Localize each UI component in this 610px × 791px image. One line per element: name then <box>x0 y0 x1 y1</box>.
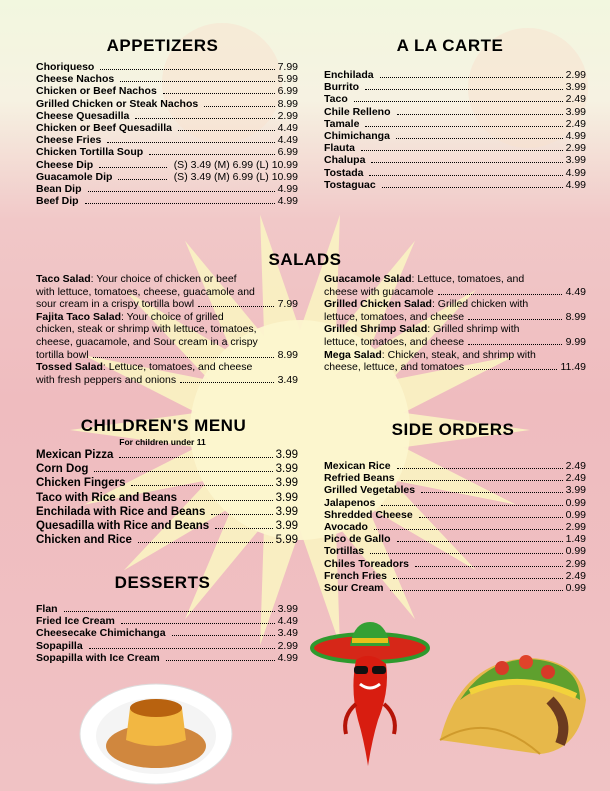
dot-leader <box>100 68 274 70</box>
menu-item-price: 2.49 <box>565 569 586 582</box>
appetizers-list <box>36 61 298 207</box>
dot-leader <box>415 565 563 567</box>
salad-desc: lettuce, tomatoes, and cheese <box>324 335 465 348</box>
dot-leader <box>393 577 563 579</box>
menu-item-price: 2.99 <box>565 142 586 155</box>
menu-item <box>324 118 586 130</box>
menu-item-price: 4.49 <box>277 134 298 147</box>
menu-item-name: Mexican Rice <box>324 460 391 472</box>
dot-leader <box>204 105 274 107</box>
menu-item-price: 3.99 <box>565 105 586 118</box>
dot-leader <box>172 634 275 636</box>
salad-price: 4.49 <box>565 285 586 298</box>
menu-item <box>324 472 586 484</box>
salad-item <box>324 298 586 323</box>
menu-item-name: Cheese Quesadilla <box>36 109 130 122</box>
dot-leader <box>89 647 275 649</box>
menu-item <box>36 110 298 122</box>
salad-price: 8.99 <box>277 348 298 361</box>
salad-line <box>324 298 586 311</box>
salad-line <box>36 298 298 311</box>
menu-item-price: 2.99 <box>565 69 586 81</box>
salad-item <box>324 349 586 374</box>
menu-item-sizes: (S) 3.49 (M) 6.99 (L) 10.99 <box>173 170 298 183</box>
flan-image <box>78 678 234 786</box>
menu-item <box>324 582 586 594</box>
salad-price: 3.49 <box>277 373 298 386</box>
menu-item-price: 0.99 <box>565 496 586 509</box>
menu-item-price: 5.99 <box>275 534 298 547</box>
menu-item-price: 2.99 <box>565 557 586 570</box>
dot-leader <box>163 92 275 94</box>
menu-item-name: Enchilada <box>324 69 374 81</box>
menu-item <box>36 98 298 110</box>
dot-leader <box>149 153 274 155</box>
menu-item-name: Guacamole Dip <box>36 170 113 183</box>
menu-item-name: Beef Dip <box>36 195 79 208</box>
dot-leader <box>138 541 273 543</box>
menu-item-price: 3.49 <box>277 627 298 640</box>
dot-leader <box>371 161 562 163</box>
menu-item <box>36 519 298 533</box>
menu-item-name: Burrito <box>324 81 359 94</box>
menu-item-name: Corn Dog <box>36 463 89 476</box>
menu-item-name: Sopapilla <box>36 639 83 652</box>
menu-item-name: Tamale <box>324 117 360 130</box>
pepper-mascot-image <box>306 620 434 770</box>
dot-leader <box>361 149 563 151</box>
menu-item <box>36 448 298 462</box>
menu-item <box>324 142 586 154</box>
menu-item-name: Tortillas <box>324 545 365 558</box>
salad-name: Guacamole Salad <box>324 273 412 285</box>
desserts-list <box>36 603 298 664</box>
salad-desc: : Lettuce, tomatoes, and <box>411 273 525 285</box>
menu-item-price: 8.99 <box>277 97 298 110</box>
dot-leader <box>211 513 272 515</box>
dot-leader <box>421 491 563 493</box>
dot-leader <box>468 368 556 370</box>
menu-item <box>36 476 298 490</box>
taco-image <box>430 640 590 760</box>
dot-leader <box>94 470 272 472</box>
dot-leader <box>64 610 275 612</box>
menu-item <box>324 533 586 545</box>
menu-item <box>36 73 298 85</box>
salad-line <box>36 336 298 349</box>
menu-item-name: Choriqueso <box>36 61 95 73</box>
side-orders-list <box>324 460 586 594</box>
menu-item <box>36 491 298 505</box>
side-orders-title: SIDE ORDERS <box>391 420 515 439</box>
dot-leader <box>468 343 561 345</box>
menu-item-name: Taco <box>324 93 348 106</box>
dot-leader <box>390 589 563 591</box>
dot-leader <box>198 305 273 307</box>
dot-leader <box>107 141 274 143</box>
menu-item-name: Cheese Nachos <box>36 73 115 86</box>
salad-desc: with lettuce, tomatoes, cheese, guacamole and <box>36 285 255 298</box>
menu-item-price: 4.99 <box>565 130 586 143</box>
dot-leader <box>121 622 275 624</box>
dot-leader <box>438 293 562 295</box>
menu-item-name: Grilled Chicken or Steak Nachos <box>36 97 199 110</box>
menu-item <box>36 615 298 627</box>
salad-desc: cheese, guacamole, and Sour cream in a crispy <box>36 335 258 348</box>
menu-item <box>36 183 298 195</box>
menu-item-price: 0.99 <box>565 582 586 595</box>
salad-item <box>36 273 298 311</box>
menu-item <box>36 603 298 615</box>
menu-item <box>36 171 298 183</box>
salad-line <box>324 311 586 324</box>
menu-item-price: 6.99 <box>277 146 298 159</box>
dot-leader <box>401 479 563 481</box>
menu-item <box>36 85 298 97</box>
menu-item <box>324 130 586 142</box>
dot-leader <box>93 356 274 358</box>
menu-item-name: Shredded Cheese <box>324 508 413 521</box>
menu-item-price: 1.49 <box>565 533 586 546</box>
menu-item <box>324 69 586 81</box>
menu-item-name: Chicken Tortilla Soup <box>36 146 144 159</box>
menu-item-name: Bean Dip <box>36 183 82 196</box>
menu-item-sizes: (S) 3.49 (M) 6.99 (L) 10.99 <box>173 158 298 171</box>
menu-item <box>36 533 298 547</box>
menu-item <box>324 81 586 93</box>
menu-item-price: 3.99 <box>565 154 586 167</box>
dot-leader <box>381 504 562 506</box>
menu-item-price: 2.99 <box>277 639 298 652</box>
menu-item-price: 2.99 <box>565 521 586 534</box>
salad-line <box>36 349 298 362</box>
a-la-carte-list <box>324 69 586 191</box>
menu-item-name: Flauta <box>324 142 355 155</box>
dot-leader <box>397 113 563 115</box>
dot-leader <box>419 516 563 518</box>
dot-leader <box>131 484 272 486</box>
dot-leader <box>397 540 563 542</box>
salad-line <box>324 323 586 336</box>
menu-item-name: Sopapilla with Ice Cream <box>36 651 160 664</box>
salad-line <box>36 286 298 299</box>
salad-desc: lettuce, tomatoes, and cheese <box>324 310 465 323</box>
menu-item <box>36 146 298 158</box>
salad-name: Tossed Salad <box>36 361 103 374</box>
dot-leader <box>396 137 563 139</box>
menu-item-price: 0.99 <box>565 545 586 558</box>
menu-item <box>36 159 298 171</box>
salad-desc: sour cream in a crispy tortilla bowl <box>36 298 195 311</box>
salad-desc: : Lettuce, tomatoes, and cheese <box>102 361 253 374</box>
dot-leader <box>365 125 562 127</box>
salads-left-column <box>36 273 298 386</box>
menu-item-name: Taco with Rice and Beans <box>36 491 178 504</box>
salad-line <box>36 323 298 336</box>
menu-item-name: Pico de Gallo <box>324 533 391 546</box>
menu-item-name: Fried Ice Cream <box>36 615 115 628</box>
salads-title: SALADS <box>268 250 342 269</box>
menu-item-price: 4.99 <box>565 166 586 179</box>
menu-item-name: Chicken and Rice <box>36 534 132 547</box>
menu-item-price: 2.49 <box>565 472 586 485</box>
menu-item <box>36 505 298 519</box>
menu-item-name: Cheese Fries <box>36 134 102 147</box>
salad-line <box>36 311 298 324</box>
menu-item-price: 2.99 <box>277 109 298 122</box>
salad-desc: : Chicken, steak, and shrimp with <box>381 348 536 361</box>
menu-item <box>324 570 586 582</box>
menu-item-price: 7.99 <box>277 61 298 73</box>
salad-item <box>36 361 298 386</box>
dot-leader <box>120 80 274 82</box>
dot-leader <box>215 527 272 529</box>
menu-item <box>324 558 586 570</box>
salad-line <box>324 286 586 299</box>
salad-line <box>324 349 586 362</box>
dot-leader <box>382 186 563 188</box>
salad-price: 11.49 <box>560 361 586 374</box>
menu-item-price: 3.99 <box>275 449 298 461</box>
menu-item-name: Sour Cream <box>324 582 384 595</box>
dot-leader <box>88 190 275 192</box>
salad-desc: : Your choice of grilled <box>121 310 224 323</box>
menu-item-price: 5.99 <box>277 73 298 86</box>
salad-item <box>324 273 586 298</box>
menu-item <box>324 106 586 118</box>
salad-line <box>324 273 586 286</box>
salad-line <box>324 361 586 374</box>
salad-desc: : Grilled shrimp with <box>427 323 520 336</box>
menu-item-name: Chile Relleno <box>324 105 391 118</box>
salad-desc: : Your choice of chicken or beef <box>90 273 237 285</box>
menu-item-name: Tostada <box>324 166 364 179</box>
menu-item-name: Chimichanga <box>324 130 390 143</box>
menu-item-price: 3.99 <box>565 81 586 94</box>
menu-item <box>324 154 586 166</box>
menu-item-price: 3.99 <box>275 520 298 533</box>
salad-name: Taco Salad <box>36 273 91 285</box>
appetizers-title: APPETIZERS <box>106 36 219 55</box>
dot-leader <box>85 202 275 204</box>
dot-leader <box>166 659 275 661</box>
menu-item <box>324 509 586 521</box>
menu-item-price: 2.49 <box>565 93 586 106</box>
menu-item-price: 3.99 <box>275 477 298 490</box>
menu-item-price: 2.49 <box>565 460 586 472</box>
menu-item <box>324 93 586 105</box>
menu-item-price: 0.99 <box>565 508 586 521</box>
menu-item <box>324 545 586 557</box>
menu-item <box>324 497 586 509</box>
menu-item-name: French Fries <box>324 569 388 582</box>
menu-item-name: Grilled Vegetables <box>324 484 416 497</box>
dot-leader <box>119 456 272 458</box>
dot-leader <box>354 100 563 102</box>
dot-leader <box>369 174 562 176</box>
childrens-menu-list <box>36 448 298 547</box>
menu-item-price: 4.49 <box>277 122 298 135</box>
menu-item-name: Cheese Dip <box>36 158 94 171</box>
dot-leader <box>370 552 563 554</box>
salad-desc: cheese, lettuce, and tomatoes <box>324 361 465 374</box>
salad-desc: chicken, steak or shrimp with lettuce, tomatoes, <box>36 323 257 336</box>
childrens-menu-title: CHILDREN'S MENU <box>80 416 247 435</box>
salad-price: 8.99 <box>565 310 586 323</box>
dot-leader <box>183 499 273 501</box>
salad-desc: tortilla bowl <box>36 348 89 361</box>
menu-item-price: 4.99 <box>277 195 298 208</box>
menu-item-price: 3.99 <box>277 603 298 615</box>
menu-item-price: 6.99 <box>277 85 298 98</box>
salad-name: Mega Salad <box>324 348 382 361</box>
salad-name: Grilled Shrimp Salad <box>324 323 428 336</box>
menu-item-name: Flan <box>36 603 58 615</box>
dot-leader <box>178 129 275 131</box>
menu-item <box>324 167 586 179</box>
salad-line <box>324 336 586 349</box>
menu-item-price: 3.99 <box>275 505 298 518</box>
dot-leader <box>118 178 166 180</box>
menu-item <box>324 179 586 191</box>
menu-item-price: 4.99 <box>277 183 298 196</box>
salad-line <box>36 374 298 387</box>
menu-item-price: 4.99 <box>277 651 298 664</box>
salad-name: Grilled Chicken Salad <box>324 298 432 311</box>
menu-item-price: 3.99 <box>275 491 298 504</box>
salad-price: 9.99 <box>565 335 586 348</box>
menu-item-price: 2.49 <box>565 117 586 130</box>
a-la-carte-title: A LA CARTE <box>396 36 504 55</box>
menu-item <box>36 122 298 134</box>
menu-item <box>36 627 298 639</box>
salad-item <box>36 311 298 361</box>
menu-item-name: Avocado <box>324 521 368 534</box>
menu-item <box>324 484 586 496</box>
menu-item-name: Quesadilla with Rice and Beans <box>36 520 210 533</box>
childrens-menu-subtitle: For children under 11 <box>119 437 206 447</box>
menu-item-name: Mexican Pizza <box>36 449 114 461</box>
salad-price: 7.99 <box>277 298 298 311</box>
menu-item-name: Chalupa <box>324 154 366 167</box>
dot-leader <box>99 166 167 168</box>
dot-leader <box>180 381 273 383</box>
menu-item <box>36 134 298 146</box>
dot-leader <box>397 467 563 469</box>
menu-item <box>324 521 586 533</box>
menu-item <box>36 61 298 73</box>
menu-item-name: Jalapenos <box>324 496 376 509</box>
menu-item <box>36 462 298 476</box>
salad-desc: with fresh peppers and onions <box>36 373 177 386</box>
dot-leader <box>374 528 563 530</box>
dot-leader <box>468 318 561 320</box>
salad-desc: cheese with guacamole <box>324 285 434 298</box>
menu-item-price: 3.99 <box>275 463 298 476</box>
menu-item-name: Cheesecake Chimichanga <box>36 627 166 640</box>
dot-leader <box>380 76 563 78</box>
menu-item-name: Refried Beans <box>324 472 395 485</box>
salad-name: Fajita Taco Salad <box>36 310 121 323</box>
salad-desc: : Grilled chicken with <box>431 298 529 311</box>
menu-item-price: 4.99 <box>565 178 586 191</box>
menu-item-name: Chiles Toreadors <box>324 557 409 570</box>
menu-item <box>36 652 298 664</box>
menu-item-price: 3.99 <box>565 484 586 497</box>
menu-item-name: Chicken or Beef Quesadilla <box>36 122 172 135</box>
menu-item-name: Chicken or Beef Nachos <box>36 85 157 98</box>
menu-item-name: Enchilada with Rice and Beans <box>36 505 206 518</box>
salads-right-column <box>324 273 586 374</box>
dot-leader <box>135 117 274 119</box>
menu-item-name: Chicken Fingers <box>36 477 126 490</box>
menu-item-price: 4.49 <box>277 615 298 628</box>
menu-item <box>36 640 298 652</box>
menu-item-name: Tostaguac <box>324 178 376 191</box>
desserts-title: DESSERTS <box>114 573 211 592</box>
salad-line <box>36 273 298 286</box>
salad-item <box>324 323 586 348</box>
salad-line <box>36 361 298 374</box>
menu-item <box>36 195 298 207</box>
dot-leader <box>365 88 563 90</box>
menu-item <box>324 460 586 472</box>
